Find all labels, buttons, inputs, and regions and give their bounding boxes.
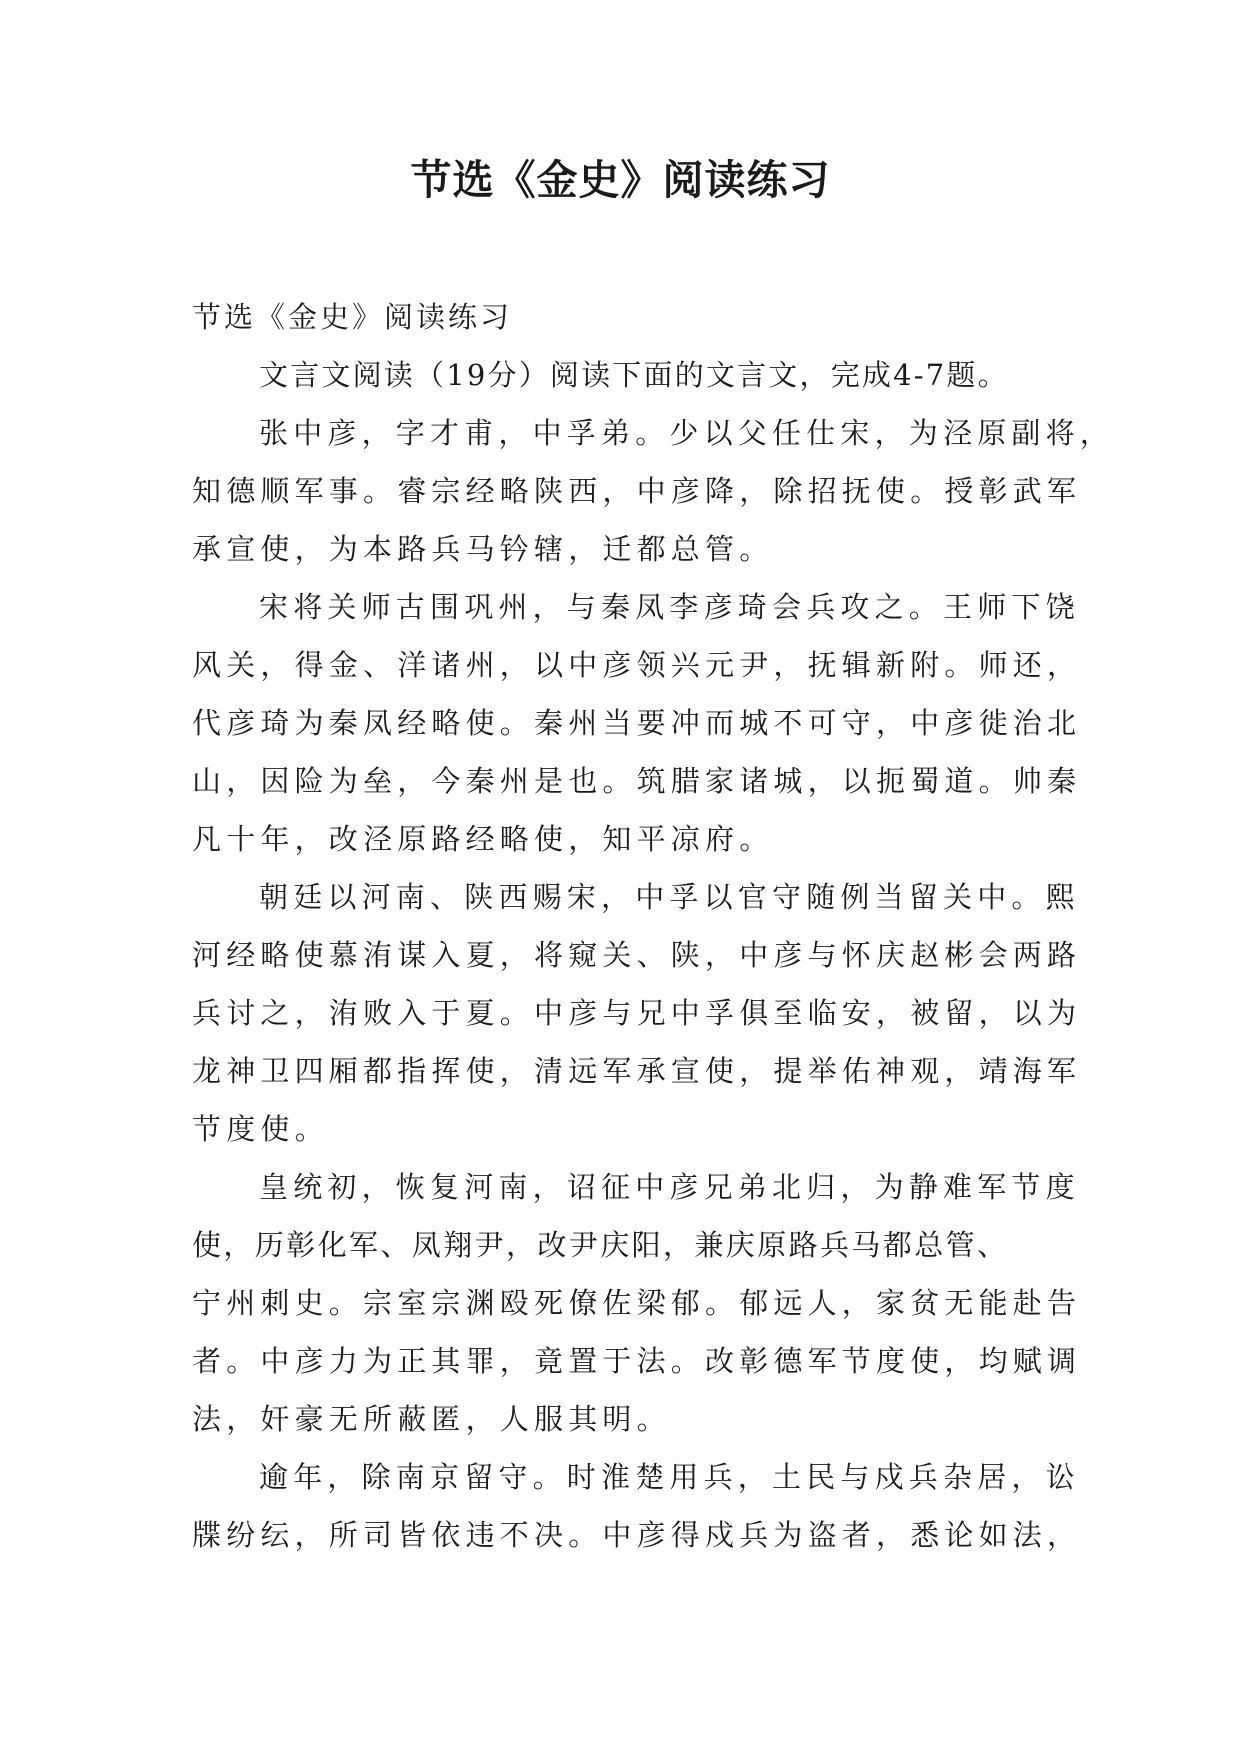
text-line: 者。中彦力为正其罪，竟置于法。改彰德军节度使，均赋调: [192, 1344, 1082, 1378]
text-line: 风关，得金、洋诸州，以中彦领兴元尹，抚辑新附。师还，: [192, 648, 1082, 682]
text-line: 山，因险为垒，今秦州是也。筑腊家诸城，以扼蜀道。帅秦: [192, 764, 1082, 798]
text-line: 逾年，除南京留守。时淮楚用兵，土民与戍兵杂居，讼: [259, 1460, 1080, 1494]
text-line: 节度使。: [192, 1112, 329, 1146]
text-line: 河经略使慕洧谋入夏，将窥关、陕，中彦与怀庆赵彬会两路: [192, 938, 1082, 972]
text-line: 朝廷以河南、陕西赐宋，中孚以官守随例当留关中。熙: [259, 880, 1080, 914]
text-line: 兵讨之，洧败入于夏。中彦与兄中孚俱至临安，被留，以为: [192, 996, 1082, 1030]
text-line: 知德顺军事。睿宗经略陕西，中彦降，除招抚使。授彰武军: [192, 474, 1082, 508]
text-line: 皇统初，恢复河南，诏征中彦兄弟北归，为静难军节度: [259, 1170, 1080, 1204]
text-line: 凡十年，改泾原路经略使，知平凉府。: [192, 822, 774, 856]
text-line: 宋将关师古围巩州，与秦凤李彦琦会兵攻之。王师下饶: [259, 590, 1080, 624]
document-subtitle: 节选《金史》阅读练习: [192, 300, 513, 334]
text-line: 张中彦，字才甫，中孚弟。少以父任仕宋，为泾原副将，: [259, 416, 1115, 450]
text-line: 牒纷纭，所司皆依违不决。中彦得戍兵为盗者，悉论如法，: [192, 1518, 1082, 1552]
text-line: 承宣使，为本路兵马钤辖，迁都总管。: [192, 532, 774, 566]
document-title: 节选《金史》阅读练习: [410, 156, 831, 204]
text-line: 使，历彰化军、凤翔尹，改尹庆阳，兼庆原路兵马都总管、: [192, 1228, 1009, 1262]
instruction-line: 文言文阅读（19分）阅读下面的文言文，完成4-7题。: [259, 358, 1009, 392]
text-line: 法，奸豪无所蔽匿，人服其明。: [192, 1402, 671, 1436]
text-line: 宁州刺史。宗室宗渊殴死僚佐梁郁。郁远人，家贫无能赴告: [192, 1286, 1082, 1320]
text-line: 龙神卫四厢都指挥使，清远军承宣使，提举佑神观，靖海军: [192, 1054, 1082, 1088]
text-line: 代彦琦为秦凤经略使。秦州当要冲而城不可守，中彦徙治北: [192, 706, 1082, 740]
document-body: [192, 288, 1115, 1564]
